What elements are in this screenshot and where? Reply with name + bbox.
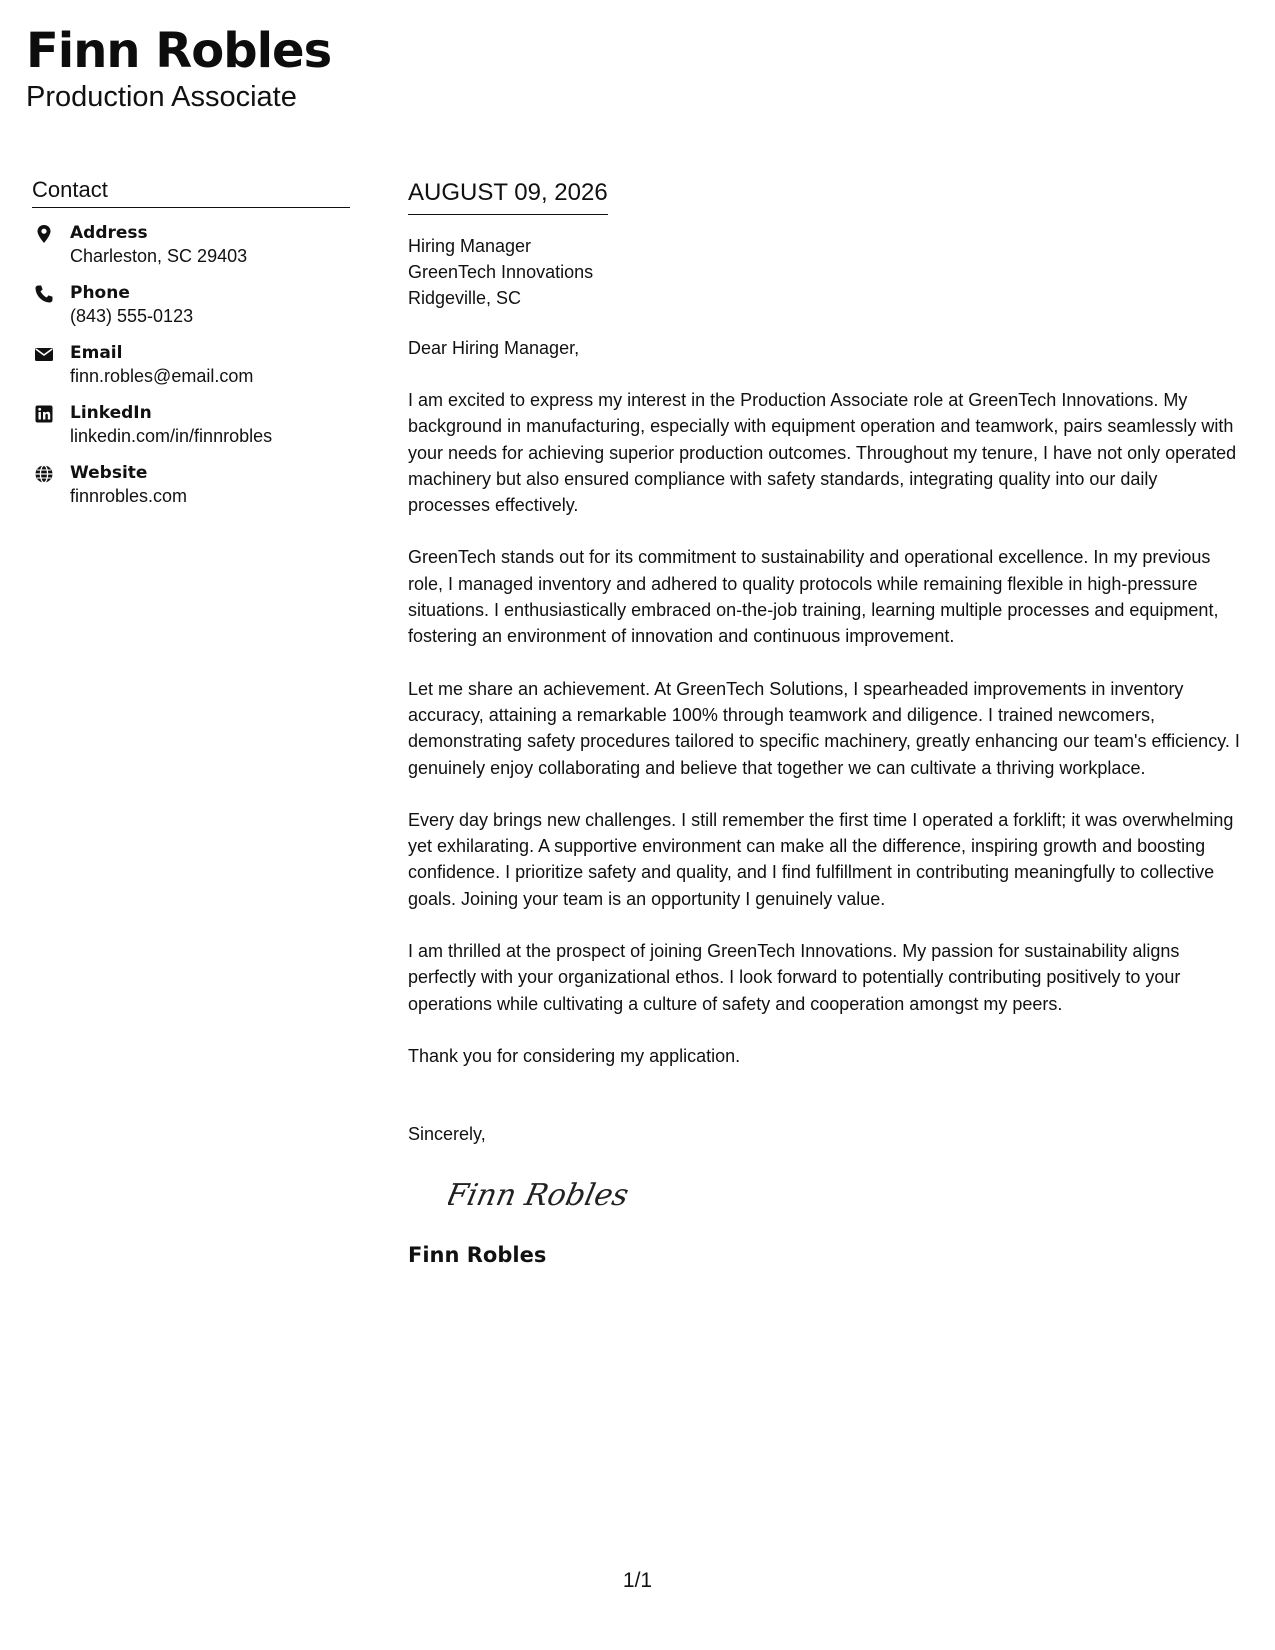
salutation: Dear Hiring Manager, bbox=[408, 338, 580, 358]
phone-label: Phone bbox=[70, 283, 130, 303]
page-number: 1/1 bbox=[622, 1569, 653, 1592]
contact-website bbox=[32, 462, 350, 508]
email-label: Email bbox=[70, 343, 123, 363]
website-label: Website bbox=[70, 463, 148, 483]
paragraph: GreenTech stands out for its commitment to sustainability and operational excellence. In my previous role, I managed inventory and adhered to quality protocols while remaining flexible in high-pressure situations. I enthusiastically embraced on-the-job training, learning multiple processes and equipment, fostering an environment of innovation and continuous improvement. bbox=[408, 547, 1219, 647]
linkedin-value: linkedin.com/in/finnrobles bbox=[70, 426, 273, 446]
email-value: finn.robles@email.com bbox=[70, 366, 254, 386]
contact-linkedin bbox=[32, 402, 350, 448]
paragraph: I am thrilled at the prospect of joining GreenTech Innovations. My passion for sustainability aligns perfectly with your organizational ethos. I look forward to potentially contributing positively to your operations while cultivating a culture of safety and cooperation amongst my peers. bbox=[408, 941, 1181, 1014]
contact-phone bbox=[32, 282, 350, 328]
globe-icon bbox=[34, 464, 54, 484]
closing: Sincerely, bbox=[408, 1124, 486, 1145]
paragraph: Thank you for considering my application. bbox=[408, 1045, 741, 1066]
contact-heading: Contact bbox=[32, 176, 350, 208]
envelope-icon bbox=[34, 344, 54, 364]
letter-body bbox=[408, 178, 1240, 1268]
recipient-line: GreenTech Innovations bbox=[408, 262, 594, 282]
handwritten-signature bbox=[448, 1171, 648, 1221]
recipient-line: Hiring Manager bbox=[408, 236, 532, 256]
header bbox=[26, 22, 331, 114]
map-pin-icon bbox=[34, 224, 54, 244]
address-label: Address bbox=[70, 223, 148, 243]
linkedin-label: LinkedIn bbox=[70, 403, 152, 423]
contact-email bbox=[32, 342, 350, 388]
letter-date: AUGUST 09, 2026 bbox=[408, 178, 608, 215]
contact-sidebar bbox=[32, 176, 350, 522]
recipient-line: Ridgeville, SC bbox=[408, 288, 522, 308]
address-value: Charleston, SC 29403 bbox=[70, 246, 248, 266]
signature-script: Finn Robles bbox=[448, 1178, 632, 1214]
recipient-block bbox=[408, 233, 1240, 311]
applicant-role: Production Associate bbox=[26, 81, 297, 113]
linkedin-icon bbox=[34, 404, 54, 424]
phone-value: (843) 555-0123 bbox=[70, 306, 194, 326]
website-value: finnrobles.com bbox=[70, 486, 188, 506]
paragraph: Every day brings new challenges. I still remember the first time I operated a forklift; it was overwhelming yet exhilarating. A supportive environment can make all the difference, inspiring growth and boosting confidence. I prioritize safety and quality, and I find fulfillment in contributing meaningfully to collective goals. Joining your team is an opportunity I genuinely value. bbox=[408, 809, 1234, 909]
paragraph: Let me share an achievement. At GreenTech Solutions, I spearheaded improvements in inventory accuracy, attaining a remarkable 100% through teamwork and diligence. I trained newcomers, demonstrating safety procedures tailored to specific machinery, greatly enhancing our team's efficiency. I genuinely enjoy collaborating and believe that together we can cultivate a thriving workplace. bbox=[408, 678, 1240, 778]
signature-name: Finn Robles bbox=[408, 1243, 547, 1268]
applicant-name: Finn Robles bbox=[26, 23, 332, 79]
phone-icon bbox=[34, 284, 54, 304]
paragraph: I am excited to express my interest in the Production Associate role at GreenTech Innovations. My background in manufacturing, especially with equipment operation and teamwork, pairs seamlessly with your needs for achieving superior production outcomes. Throughout my tenure, I have not only operated machinery but also ensured compliance with safety standards, integrating quality into our daily processes effectively. bbox=[408, 390, 1237, 516]
contact-address bbox=[32, 222, 350, 268]
